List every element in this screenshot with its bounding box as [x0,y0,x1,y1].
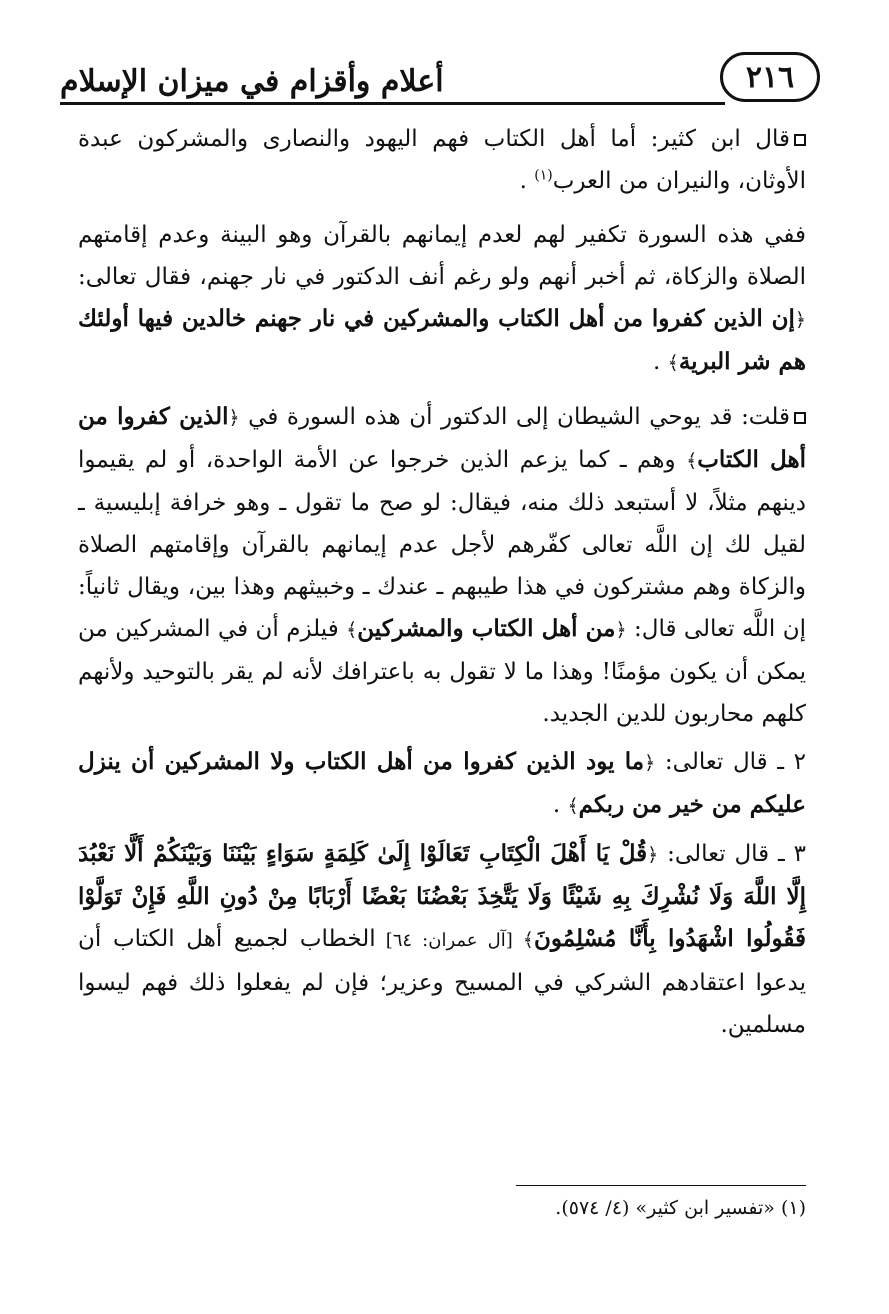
footnote: (١) «تفسير ابن كثير» (٤/ ٥٧٤). [555,1197,806,1219]
paragraph-text: الخطاب لجميع أهل الكتاب أن يدعوا اعتقادهم الشركي في المسيح وعزير؛ فإن لم يفعلوا ذلك فهم ليسوا مسلمين. [78,926,806,1038]
verse-close-bracket: ﴾ [567,795,579,817]
verse-close-bracket: ﴾ [346,619,358,641]
verse-close-bracket: ﴾ [686,450,698,472]
page-number: ٢١٦ [745,60,795,95]
page-number-badge [720,52,820,102]
paragraph-marker-icon [794,412,806,424]
quran-verse: إن الذين كفروا من أهل الكتاب والمشركين في نار جهنم خالدين فيها أولئك هم شر البرية [78,305,806,375]
quran-verse: من أهل الكتاب والمشركين [357,615,616,642]
paragraph-item-three [78,833,806,1046]
footnote-marker: (١) [534,167,553,184]
paragraph-end: . [552,792,568,818]
verse-open-bracket: ﴿ [794,309,806,331]
paragraph-qultu [78,396,806,735]
main-text [78,118,806,1046]
paragraph-sura [78,214,806,384]
quran-verse: ما يود الذين كفروا من أهل الكتاب ولا المشركين أن ينزل عليكم من خير من ربكم [78,748,806,818]
verse-reference: [آل عمران: ٦٤] [375,930,523,951]
quran-verse: الذين كفروا من أهل الكتاب [78,403,806,473]
paragraph-text: ٣ ـ قال تعالى: [658,841,806,867]
paragraph-text: ٢ ـ قال تعالى: [655,749,806,775]
paragraph-text: فيلزم أن في المشركين من يمكن أن يكون مؤمنًا! وهذا ما لا تقول به باعترافك لأنه لم يقر بالتوحيد ولأنهم كلهم محاربون للدين الجديد. [78,616,806,727]
verse-open-bracket: ﴿ [647,844,659,866]
paragraph-marker-icon [794,134,806,146]
paragraph-end: . [653,349,668,375]
quran-verse: قُلْ يَا أَهْلَ الْكِتَابِ تَعَالَوْا إِلَىٰ كَلِمَةٍ سَوَاءٍ بَيْنَنَا وَبَيْنَكُمْ أَلَّا نَعْبُدَ إِلَّا اللَّهَ وَلَا نُشْرِكَ بِهِ شَيْئًا وَلَا يَتَّخِذَ بَعْضُنَا بَعْضًا أَرْبَابًا مِنْ دُونِ اللَّهِ فَإِنْ تَوَلَّوْا فَقُولُوا اشْهَدُوا بِأَنَّا مُسْلِمُونَ [78,840,806,952]
paragraph-item-two [78,741,806,827]
book-title: أعلام وأقزام في ميزان الإسلام [60,64,444,99]
paragraph-text: وهم ـ كما يزعم الذين خرجوا عن الأمة الواحدة، أو لم يقيموا دينهم مثلاً، لا أستبعد ذلك منه، فيقال: لو صح ما تقول ـ وهو خرافة إبليسية ـ لقيل لك إن اللَّه تعالى كفّرهم لأجل عدم إيمانهم بالقرآن وإقامتهم الصلاة والزكاة وهم مشتركون في هذا طيبهم ـ عندك ـ وخبيثهم وهذا بين، ويقال ثانياً: إن اللَّه تعالى قال: [78,447,807,642]
verse-open-bracket: ﴿ [615,619,627,641]
paragraph-ibn-kathir [78,118,806,202]
paragraph-text: قلت: قد يوحي الشيطان إلى الدكتور أن هذه السورة في [239,404,791,430]
paragraph-text: قال ابن كثير: أما أهل الكتاب فهم اليهود والنصارى والمشركون عبدة الأوثان، والنيران من العرب [78,126,806,194]
paragraph-end: . [519,168,535,194]
footnote-rule [516,1185,806,1186]
verse-open-bracket: ﴿ [644,752,656,774]
paragraph-text: ففي هذه السورة تكفير لهم لعدم إيمانهم بالقرآن وهو البينة وعدم إقامتهم الصلاة والزكاة، ثم أخبر أنهم ولو رغم أنف الدكتور في نار جهنم، فقال تعالى: [78,222,806,290]
verse-close-bracket: ﴾ [522,929,534,951]
verse-close-bracket: ﴾ [667,352,679,374]
verse-open-bracket: ﴿ [228,407,240,429]
header-rule [60,102,725,105]
page-header [60,52,820,108]
